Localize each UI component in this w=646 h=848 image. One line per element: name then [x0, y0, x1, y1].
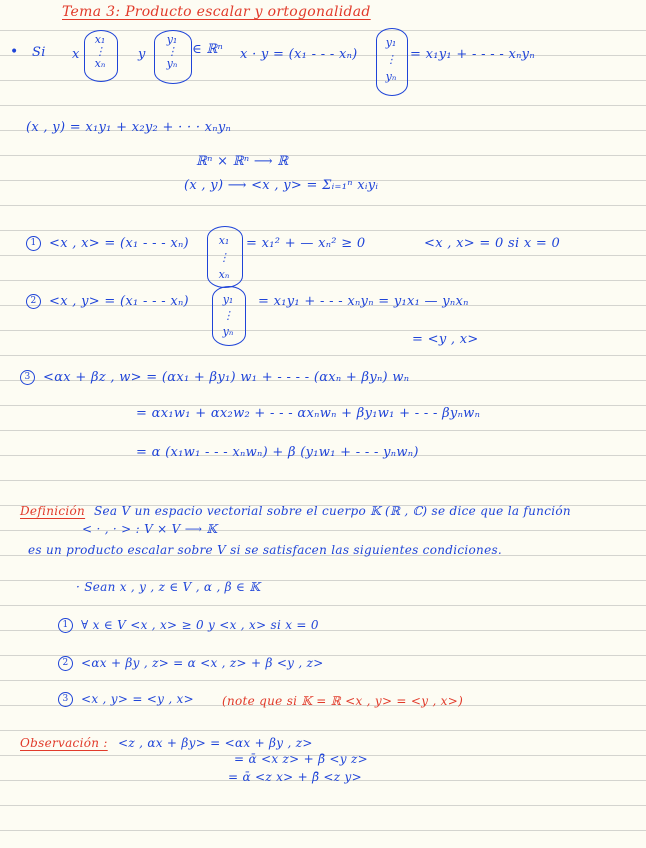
property-2-rhs2: = <y , x>: [412, 332, 479, 347]
condition-3: [58, 692, 194, 707]
dot-product-expanded: (x , y) = x₁y₁ + x₂y₂ + · · · xₙyₙ: [26, 120, 232, 135]
property-1-column: x₁ ⋮ xₙ: [218, 234, 230, 281]
observation-line-2: = ᾱ <x z> + β̄ <y z>: [234, 752, 368, 766]
definition-text-2: es un producto escalar sobre V si se satisfacen las siguientes condiciones.: [28, 543, 503, 557]
si-label: Si: [32, 45, 46, 60]
property-3-l1: <αx + βz , w> = (αx₁ + βy₁) w₁ + - - - - (αxₙ + βyₙ) wₙ: [43, 370, 410, 385]
property-3-line-2: = αx₁w₁ + αx₂w₂ + - - - αxₙwₙ + βy₁w₁ + - - - βyₙwₙ: [136, 406, 481, 421]
x-name: x: [72, 47, 80, 62]
property-2-rhs: = x₁y₁ + - - - xₙyₙ = y₁x₁ — yₙxₙ: [258, 294, 469, 309]
property-1-rhs: = x₁² + — xₙ² ≥ 0: [246, 236, 366, 251]
definition-map: < · , · > : V × V ⟶ 𝕂: [82, 522, 218, 536]
condition-3-text: <x , y> = <y , x>: [81, 692, 194, 706]
y-column-vector: y₁ ⋮ yₙ: [166, 33, 178, 70]
condition-1-text: ∀ x ∈ V <x , x> ≥ 0 y <x , x> si x = 0: [81, 618, 319, 632]
circled-number-c1: 1: [58, 618, 73, 633]
property-2-lhs: <x , y> = (x₁ - - - xₙ): [49, 294, 189, 309]
circled-number-1: 1: [26, 236, 41, 251]
condition-3-note: (note que si 𝕂 = ℝ <x , y> = <y , x>): [222, 694, 464, 708]
x-column-vector: x₁ ⋮ xₙ: [94, 33, 106, 70]
dot-product-rhs: = x₁y₁ + - - - - xₙyₙ: [410, 47, 535, 62]
observation-line-1: <z , αx + βy> = <αx + βy , z>: [118, 736, 313, 750]
condition-2: [58, 656, 324, 671]
circled-number-c3: 3: [58, 692, 73, 707]
map-definition: (x , y) ⟶ <x , y> = Σᵢ₌₁ⁿ xᵢyᵢ: [184, 178, 379, 193]
dot-product-def: x · y = (x₁ - - - xₙ): [240, 47, 358, 62]
in-rn: ∈ ℝⁿ: [192, 42, 224, 57]
condition-1: [58, 618, 319, 633]
observation-label: Observación :: [20, 736, 108, 750]
definition-label: Definición: [20, 504, 86, 518]
bullet: •: [10, 44, 19, 60]
circled-number-3: 3: [20, 370, 35, 385]
page-title: Tema 3: Producto escalar y ortogonalidad: [62, 4, 371, 20]
y-name: y: [138, 47, 146, 62]
observation-line-3: = ᾱ <z x> + β̄ <z y>: [228, 770, 362, 784]
definition-text: Sea V un espacio vectorial sobre el cuerpo 𝕂 (ℝ , ℂ) se dice que la función: [94, 504, 571, 518]
y-column2-vector: y₁ ⋮ yₙ: [385, 36, 397, 83]
property-2: [26, 294, 189, 309]
property-1-lhs: <x , x> = (x₁ - - - xₙ): [49, 236, 189, 251]
definition-sea: · Sean x , y , z ∈ V , α , β ∈ 𝕂: [76, 580, 261, 594]
property-1-note: <x , x> = 0 si x = 0: [424, 236, 561, 251]
property-3-line-1: [20, 370, 409, 385]
property-3-line-3: = α (x₁w₁ - - - xₙwₙ) + β (y₁w₁ + - - - yₙwₙ): [136, 445, 419, 460]
map-domain: ℝⁿ × ℝⁿ ⟶ ℝ: [196, 154, 289, 169]
circled-number-c2: 2: [58, 656, 73, 671]
property-1: [26, 236, 189, 251]
condition-2-text: <αx + βy , z> = α <x , z> + β <y , z>: [81, 656, 324, 670]
circled-number-2: 2: [26, 294, 41, 309]
property-2-column: y₁ ⋮ yₙ: [222, 293, 234, 338]
